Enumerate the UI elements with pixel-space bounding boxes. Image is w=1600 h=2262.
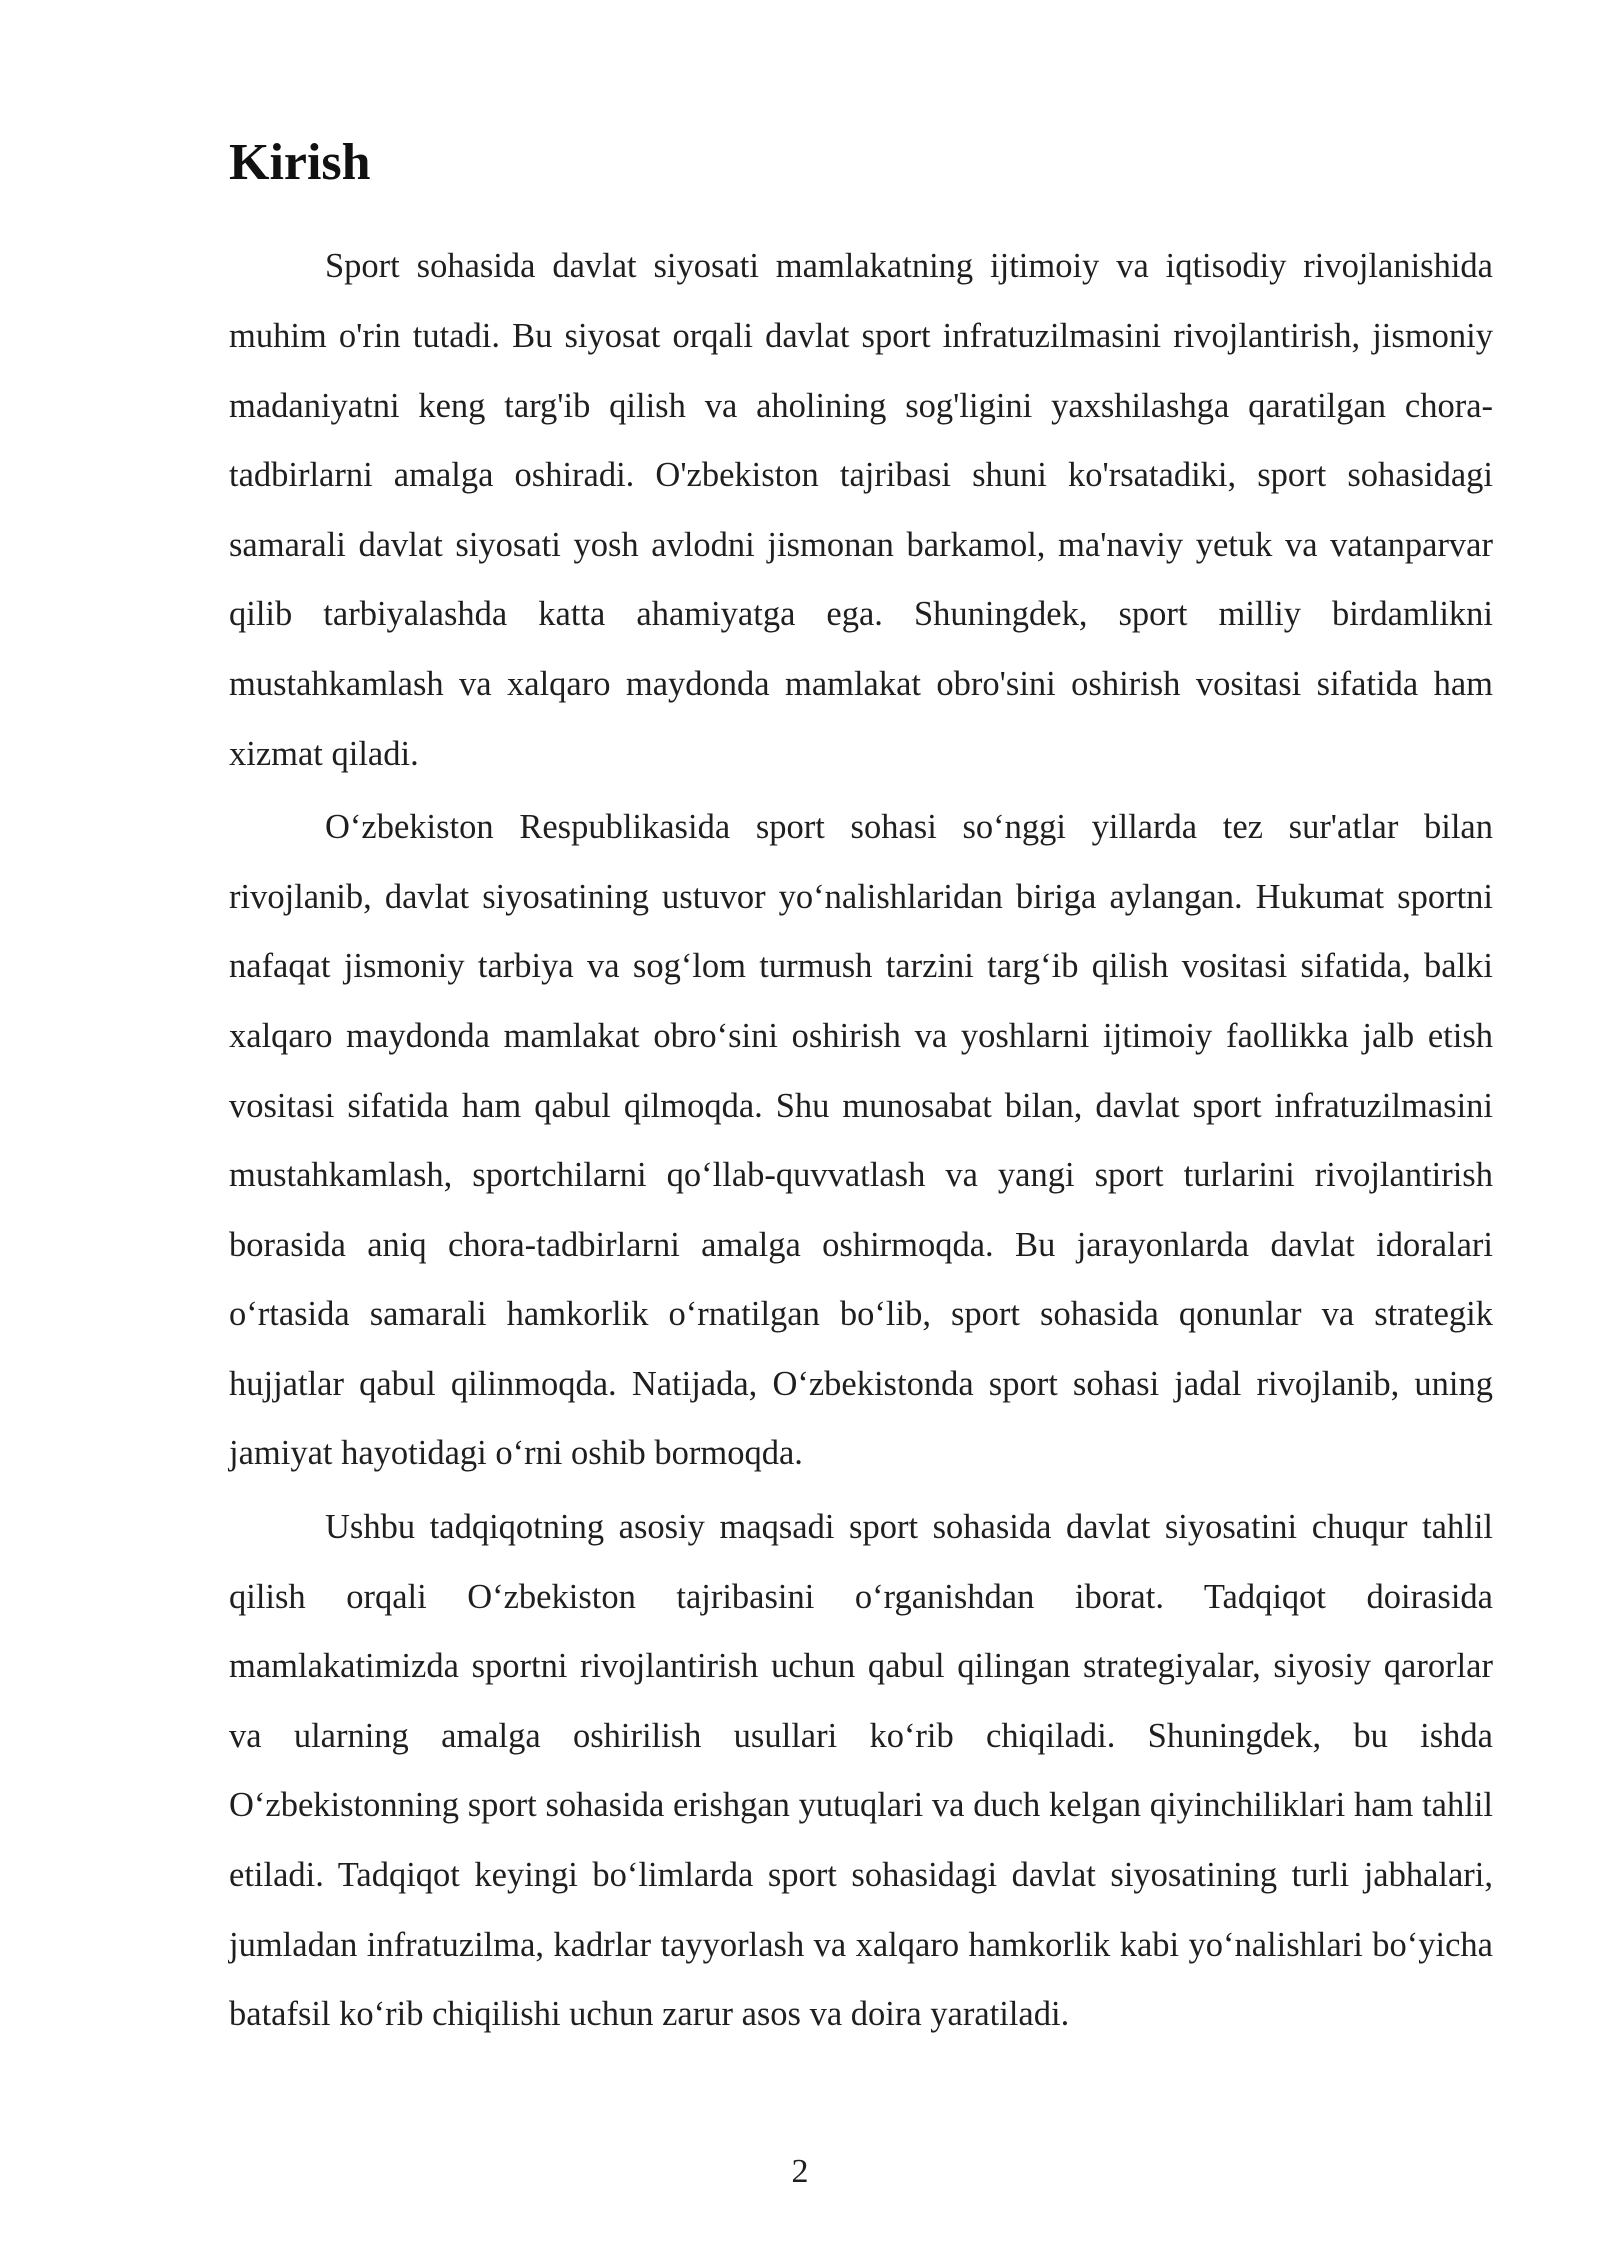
- page-content: [229, 132, 1493, 2054]
- section-heading: Kirish: [229, 134, 371, 191]
- paragraph-2: O‘zbekiston Respublikasida sport sohasi so‘nggi yillarda tez sur'atlar bilan rivojlanib, davlat siyosatining ustuvor yo‘nalishlaridan biriga aylangan. Hukumat sportni nafaqat jismoniy tarbiya va sog‘lom turmush tarzini targ‘ib qilish vositasi sifatida, balki xalqaro maydonda mamlakat obro‘sini oshirish va yoshlarni ijtimoiy faollikka jalb etish vositasi sifatida ham qabul qilmoqda. Shu munosabat bilan, davlat sport infratuzilmasini mustahkamlash, sportchilarni qo‘llab-quvvatlash va yangi sport turlarini rivojlantirish borasida aniq chora-tadbirlarni amalga oshirmoqda. Bu jarayonlarda davlat idoralari o‘rtasida samarali hamkorlik o‘rnatilgan bo‘lib, sport sohasida qonunlar va strategik hujjatlar qabul qilinmoqda. Natijada, O‘zbekistonda sport sohasi jadal rivojlanib, uning jamiyat hayotidagi o‘rni oshib bormoqda.: [229, 808, 1493, 1473]
- page-number: 2: [791, 2153, 809, 2190]
- paragraph-1: Sport sohasida davlat siyosati mamlakatning ijtimoiy va iqtisodiy rivojlanishida muhim o'rin tutadi. Bu siyosat orqali davlat sport infratuzilmasini rivojlantirish, jismoniy madaniyatni keng targ'ib qilish va aholining sog'ligini yaxshilashga qaratilgan chora-tadbirlarni amalga oshiradi. O'zbekiston tajribasi shuni ko'rsatadiki, sport sohasidagi samarali davlat siyosati yosh avlodni jismonan barkamol, ma'naviy yetuk va vatanparvar qilib tarbiyalashda katta ahamiyatga ega. Shuningdek, sport milliy birdamlikni mustahkamlash va xalqaro maydonda mamlakat obro'sini oshirish vositasi sifatida ham xizmat qiladi.: [229, 247, 1493, 773]
- paragraph-3: Ushbu tadqiqotning asosiy maqsadi sport sohasida davlat siyosatini chuqur tahlil qilish orqali O‘zbekiston tajribasini o‘rganishdan iborat. Tadqiqot doirasida mamlakatimizda sportni rivojlantirish uchun qabul qilingan strategiyalar, siyosiy qarorlar va ularning amalga oshirilish usullari ko‘rib chiqiladi. Shuningdek, bu ishda O‘zbekistonning sport sohasida erishgan yutuqlari va duch kelgan qiyinchiliklari ham tahlil etiladi. Tadqiqot keyingi bo‘limlarda sport sohasidagi davlat siyosatining turli jabhalari, jumladan infratuzilma, kadrlar tayyorlash va xalqaro hamkorlik kabi yo‘nalishlari bo‘yicha batafsil ko‘rib chiqilishi uchun zarur asos va doira yaratiladi.: [229, 1508, 1493, 2034]
